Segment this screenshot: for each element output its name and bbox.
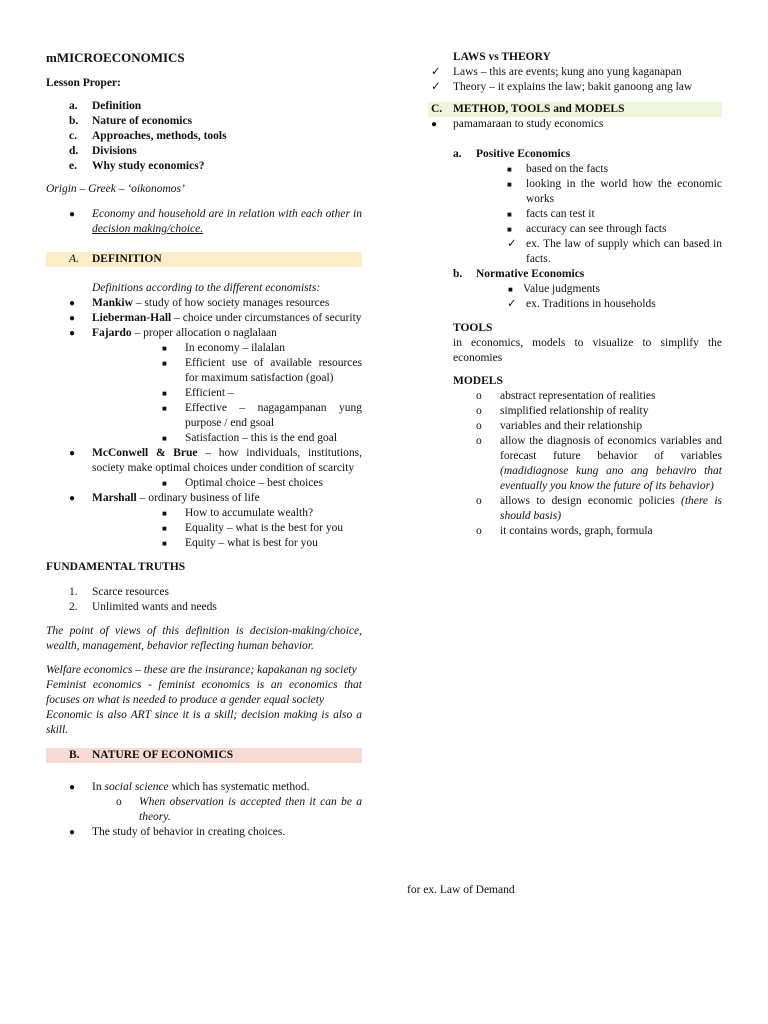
models-heading: MODELS: [453, 375, 503, 387]
document-title: mMICROECONOMICS: [46, 50, 185, 65]
economy-bullet: ● Economy and household are in relation with each other in decision making/choice.: [69, 208, 362, 235]
positive-heading: a. Positive Economics: [453, 148, 571, 160]
models-item: o it contains words, graph, formula: [476, 525, 653, 537]
lesson-item: e. Why study economics?: [69, 160, 205, 172]
right-column: [428, 50, 722, 539]
square-bullet-icon: ■: [508, 285, 513, 294]
square-bullet-icon: ■: [507, 225, 512, 234]
square-bullet-icon: ■: [162, 539, 167, 548]
positive-item: ■ looking in the world how the economic works: [507, 178, 722, 205]
point-of-views-paragraph: The point of views of this definition is decision-making/choice, wealth, management, behavior reflecting human behavior.: [46, 625, 362, 652]
origin-line: Origin – Greek – ‘oikonomos’: [46, 183, 185, 195]
definition-heading: A. DEFINITION: [46, 252, 362, 267]
circle-bullet-icon: o: [476, 495, 482, 507]
marshall-sub-item: ■ Equality – what is the best for you: [162, 522, 344, 534]
feminist-paragraph: Feminist economics - feminist economics is an economics that focuses on what is needed to produce a gender equal society: [46, 679, 362, 706]
fajardo-sub-item: ■ Efficient –: [162, 387, 234, 399]
nature-bullet-2: ● The study of behavior in creating choices.: [69, 826, 286, 838]
square-bullet-icon: ■: [162, 509, 167, 518]
square-bullet-icon: ■: [507, 165, 512, 174]
bullet-icon: ●: [69, 493, 76, 504]
square-bullet-icon: ■: [162, 344, 167, 353]
normative-heading: b. Normative Economics: [453, 268, 585, 280]
method-heading: C. METHOD, TOOLS and MODELS: [428, 102, 722, 117]
square-bullet-icon: ■: [162, 389, 167, 398]
def-mankiw: ● Mankiw – study of how society manages resources: [69, 297, 330, 309]
positive-example: ✓ ex. The law of supply which can based in facts.: [507, 238, 722, 265]
lesson-item: d. Divisions: [69, 145, 137, 157]
laws-item: ✓ Laws – this are events; kung ano yung kaganapan: [431, 66, 682, 78]
square-bullet-icon: ■: [162, 524, 167, 533]
fajardo-sub-item: ■ Effective – nagagampanan yung purpose / end gsoal: [162, 402, 362, 429]
bullet-icon: ●: [69, 298, 76, 309]
def-mcconwell: ● McConwell & Brue – how individuals, institutions, society make optimal choices under condition of scarcity: [69, 447, 362, 474]
positive-item: ■ facts can test it: [507, 208, 595, 220]
normative-example: ✓ ex. Traditions in households: [507, 298, 656, 310]
bullet-icon: ●: [69, 827, 76, 838]
mcconwell-sub-item: ■ Optimal choice – best choices: [162, 477, 323, 489]
law-of-demand-note: for ex. Law of Demand: [407, 884, 515, 896]
bullet-icon: ●: [69, 782, 76, 793]
models-item: o abstract representation of realities: [476, 390, 656, 402]
def-fajardo: ● Fajardo – proper allocation o naglalaan: [69, 327, 277, 339]
circle-bullet-icon: o: [476, 390, 482, 402]
square-bullet-icon: ■: [507, 180, 512, 189]
check-icon: ✓: [507, 298, 517, 310]
definition-intro: Definitions according to the different economists:: [92, 282, 321, 294]
circle-bullet-icon: o: [116, 796, 122, 808]
method-bullet: ● pamamaraan to study economics: [431, 118, 604, 130]
models-item: o allow the diagnosis of economics variables and forecast future behavior of variables (madidiagnose kung ano ang behaviro that eventually you know the future of its behavior): [476, 435, 722, 492]
check-icon: ✓: [431, 81, 441, 93]
fundamental-item: 1. Scarce resources: [69, 586, 169, 598]
marshall-sub-item: ■ Equity – what is best for you: [162, 537, 318, 549]
tools-text: in economics, models to visualize to simplify the economies: [453, 337, 722, 364]
fajardo-sub-item: ■ Satisfaction – this is the end goal: [162, 432, 338, 444]
lesson-label: Lesson Proper:: [46, 77, 121, 89]
art-paragraph: Economic is also ART since it is a skill; decision making is also a skill.: [46, 709, 362, 736]
fajardo-sub-item: ■ In economy – ilalalan: [162, 342, 285, 354]
positive-item: ■ based on the facts: [507, 163, 609, 175]
square-bullet-icon: ■: [162, 404, 167, 413]
models-item: o variables and their relationship: [476, 420, 643, 432]
nature-sub-item: o When observation is accepted then it can be a theory.: [116, 796, 362, 823]
lesson-item: b. Nature of economics: [69, 115, 193, 127]
square-bullet-icon: ■: [507, 210, 512, 219]
fundamental-heading: FUNDAMENTAL TRUTHS: [46, 561, 186, 573]
bullet-icon: ●: [69, 313, 76, 324]
bullet-icon: ●: [69, 448, 76, 459]
circle-bullet-icon: o: [476, 435, 482, 447]
lesson-item: a. Definition: [69, 100, 142, 112]
square-bullet-icon: ■: [162, 359, 167, 368]
laws-heading: LAWS vs THEORY: [453, 51, 551, 63]
lesson-list: [46, 99, 362, 174]
left-column: [46, 50, 362, 840]
nature-bullet-1: ● In social science which has systematic method.: [69, 781, 310, 793]
bullet-icon: ●: [431, 119, 438, 130]
check-icon: ✓: [507, 238, 517, 250]
models-item: o simplified relationship of reality: [476, 405, 649, 417]
circle-bullet-icon: o: [476, 420, 482, 432]
def-lieberman: ● Lieberman-Hall – choice under circumstances of security: [69, 312, 362, 324]
normative-item: ■ Value judgments: [508, 283, 600, 295]
positive-item: ■ accuracy can see through facts: [507, 223, 667, 235]
lesson-item: c. Approaches, methods, tools: [69, 130, 227, 142]
square-bullet-icon: ■: [162, 434, 167, 443]
def-marshall: ● Marshall – ordinary business of life: [69, 492, 260, 504]
fundamental-item: 2. Unlimited wants and needs: [69, 601, 217, 613]
square-bullet-icon: ■: [162, 479, 167, 488]
circle-bullet-icon: o: [476, 525, 482, 537]
bullet-icon: ●: [69, 209, 76, 220]
marshall-sub-item: ■ How to accumulate wealth?: [162, 507, 314, 519]
circle-bullet-icon: o: [476, 405, 482, 417]
tools-heading: TOOLS: [453, 322, 493, 334]
models-item: o allows to design economic policies (there is should basis): [476, 495, 723, 522]
laws-item: ✓ Theory – it explains the law; bakit ganoong ang law: [431, 81, 693, 93]
welfare-paragraph: Welfare economics – these are the insurance; kapakanan ng society: [46, 664, 357, 676]
fajardo-sub-item: ■ Efficient use of available resources for maximum satisfaction (goal): [162, 357, 362, 384]
nature-heading: B. NATURE OF ECONOMICS: [46, 748, 362, 763]
check-icon: ✓: [431, 66, 441, 78]
bullet-icon: ●: [69, 328, 76, 339]
